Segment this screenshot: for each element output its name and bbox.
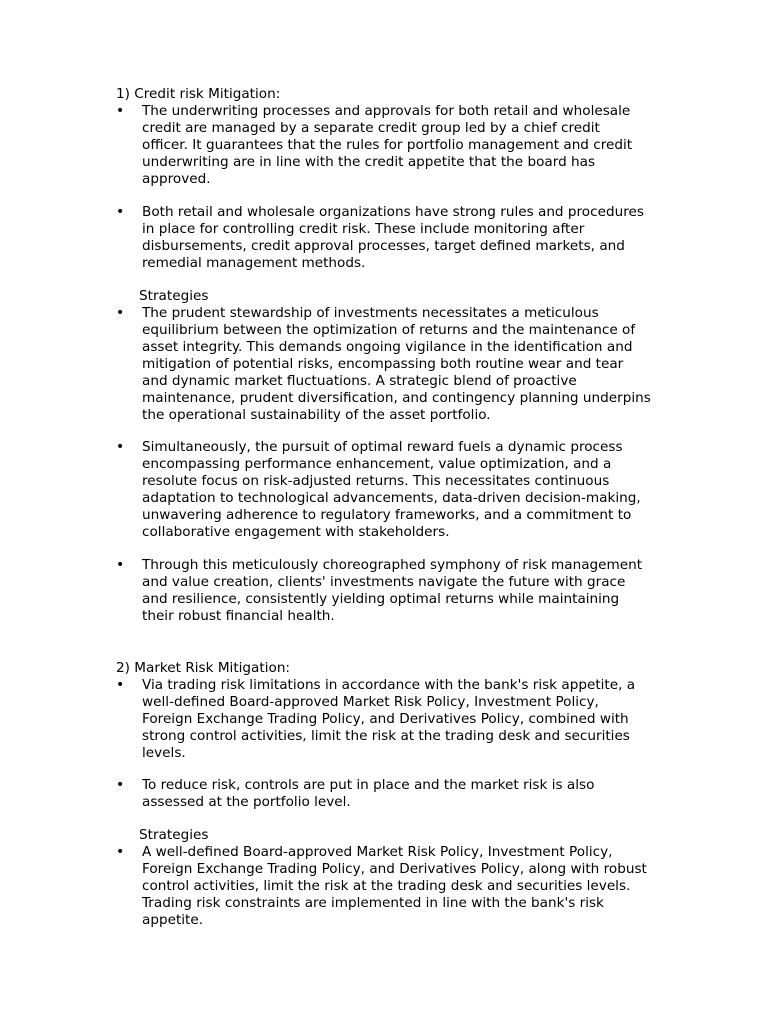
bullet-marker: • — [116, 439, 125, 455]
paragraph-line: their robust financial health. — [142, 608, 335, 624]
paragraph-line: Simultaneously, the pursuit of optimal reward fuels a dynamic process — [142, 439, 623, 455]
paragraph-line: officer. It guarantees that the rules for portfolio management and credit — [142, 137, 633, 153]
bullet-marker: • — [116, 777, 125, 793]
paragraph-line: the operational sustainability of the asset portfolio. — [142, 407, 491, 423]
paragraph-line: levels. — [142, 745, 186, 761]
paragraph-line: To reduce risk, controls are put in place and the market risk is also — [142, 777, 595, 793]
paragraph-line: control activities, limit the risk at the trading desk and securities levels. — [142, 878, 631, 894]
bullet-marker: • — [116, 204, 125, 220]
strategies-label: Strategies — [139, 288, 209, 304]
paragraph-line: asset integrity. This demands ongoing vigilance in the identification and — [142, 339, 633, 355]
section-heading-credit-risk: 1) Credit risk Mitigation: — [116, 86, 281, 102]
paragraph-line: assessed at the portfolio level. — [142, 794, 351, 810]
paragraph-line: underwriting are in line with the credit appetite that the board has — [142, 154, 596, 170]
paragraph-line: approved. — [142, 171, 211, 187]
paragraph-line: and dynamic market fluctuations. A strategic blend of proactive — [142, 373, 577, 389]
paragraph-line: equilibrium between the optimization of returns and the maintenance of — [142, 322, 636, 338]
paragraph-line: Foreign Exchange Trading Policy, and Derivatives Policy, combined with — [142, 711, 629, 727]
paragraph-line: Trading risk constraints are implemented in line with the bank's risk — [142, 895, 604, 911]
bullet-marker: • — [116, 677, 125, 693]
paragraph-line: mitigation of potential risks, encompassing both routine wear and tear — [142, 356, 624, 372]
strategies-label: Strategies — [139, 827, 209, 843]
bullet-marker: • — [116, 103, 125, 119]
paragraph-line: Both retail and wholesale organizations have strong rules and procedures — [142, 204, 644, 220]
paragraph-line: encompassing performance enhancement, value optimization, and a — [142, 456, 612, 472]
paragraph-line: resolute focus on risk-adjusted returns. This necessitates continuous — [142, 473, 610, 489]
paragraph-line: credit are managed by a separate credit group led by a chief credit — [142, 120, 600, 136]
paragraph-line: maintenance, prudent diversification, and contingency planning underpins — [142, 390, 651, 406]
bullet-marker: • — [116, 844, 125, 860]
paragraph-line: and value creation, clients' investments navigate the future with grace — [142, 574, 626, 590]
paragraph-line: Through this meticulously choreographed symphony of risk management — [142, 557, 643, 573]
paragraph-line: well-defined Board-approved Market Risk Policy, Investment Policy, — [142, 694, 599, 710]
paragraph-line: Via trading risk limitations in accordance with the bank's risk appetite, a — [142, 677, 636, 693]
paragraph-line: appetite. — [142, 912, 204, 928]
paragraph-line: A well-defined Board-approved Market Risk Policy, Investment Policy, — [142, 844, 613, 860]
paragraph-line: in place for controlling credit risk. These include monitoring after — [142, 221, 585, 237]
paragraph-line: collaborative engagement with stakeholders. — [142, 524, 450, 540]
paragraph-line: and resilience, consistently yielding optimal returns while maintaining — [142, 591, 620, 607]
paragraph-line: unwavering adherence to regulatory frameworks, and a commitment to — [142, 507, 632, 523]
paragraph-line: adaptation to technological advancements, data-driven decision-making, — [142, 490, 641, 506]
paragraph-line: disbursements, credit approval processes, target defined markets, and — [142, 238, 625, 254]
bullet-marker: • — [116, 557, 125, 573]
section-heading-market-risk: 2) Market Risk Mitigation: — [116, 660, 291, 676]
bullet-marker: • — [116, 305, 125, 321]
paragraph-line: strong control activities, limit the risk at the trading desk and securities — [142, 728, 630, 744]
paragraph-line: The prudent stewardship of investments necessitates a meticulous — [142, 305, 599, 321]
paragraph-line: remedial management methods. — [142, 255, 366, 271]
paragraph-line: The underwriting processes and approvals for both retail and wholesale — [142, 103, 631, 119]
paragraph-line: Foreign Exchange Trading Policy, and Derivatives Policy, along with robust — [142, 861, 647, 877]
